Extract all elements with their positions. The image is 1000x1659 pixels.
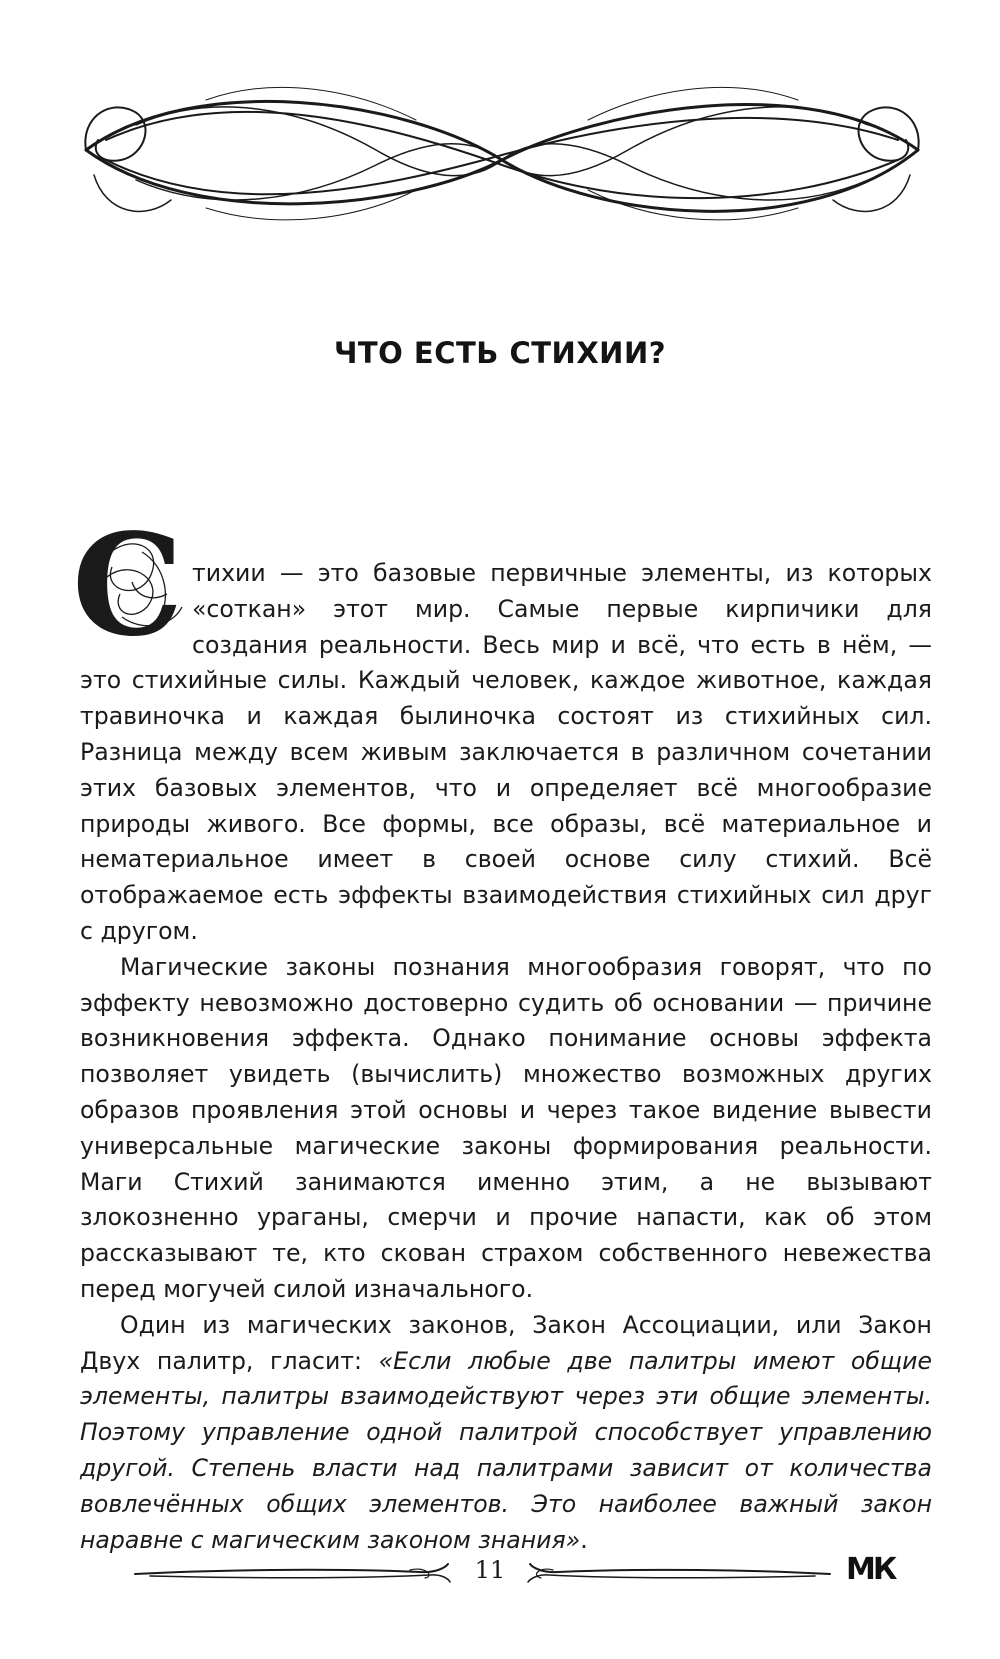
law-quote: «Если любые две палитры имеют общие элементы, палитры взаимодействуют через эти общие элементы. Поэтому управление одной палитрой способствует управлению другой. Степень власти над палитрами зависит от количества вовлечённых общих элементов. Это наиболее важный закон наравне с магическим законом знания» [80, 1346, 932, 1554]
dropcap-swirl-ornament [72, 522, 188, 644]
paragraph-2: Магические законы познания многообразия говорят, что по эффекту невозможно достоверно судить об основании — причине возникновения эффекта. Однако понимание основы эффекта позволяет увидеть (вычислить) множество возможных других образов проявления этой основы и через такое видение вывести универсальные магические законы формирования реальности. Маги Стихий занимаются именно этим, а не вызывают злокозненно ураганы, смерчи и прочие напасти, как об этом рассказывают те, кто скован страхом собственного невежества перед могучей силой изначального. [80, 952, 932, 1303]
paragraph-3-end: . [580, 1525, 588, 1554]
page-number: 11 [474, 1556, 506, 1584]
footer-ornament-right [525, 1562, 835, 1584]
publisher-logo: МК [846, 1552, 895, 1587]
paragraph-3 [80, 1308, 932, 1559]
paragraph-3-intro: Один из магических законов, Закон Ассоциации, или Закон Двух палитр, гласит: [80, 1310, 932, 1375]
paragraph-1-text: тихии — это базовые первичные элементы, из которых «соткан» этот мир. Самые первые кирпичики для создания реальности. Весь мир и всё, что есть в нём, — это стихийные силы. Каждый человек, каждое животное, каждая травиночка и каждая былиночка состоят из стихийных сил. Разница между всем живым заключается в различном сочетании этих базовых элементов, что и определяет всё многообразие природы живого. Все формы, все образы, всё материальное и нематериальное имеет в своей основе силу стихий. Всё отображаемое есть эффекты взаимодействия стихийных сил друг с другом. [80, 559, 932, 945]
dropcap-letter: С [72, 504, 184, 668]
paragraph-1 [72, 504, 932, 950]
body-text [72, 504, 932, 1558]
chapter-title: ЧТО ЕСТЬ СТИХИИ? [333, 336, 667, 370]
dropcap [72, 504, 188, 668]
footer-ornament-left [130, 1562, 455, 1584]
top-decorative-ornament [76, 80, 928, 230]
